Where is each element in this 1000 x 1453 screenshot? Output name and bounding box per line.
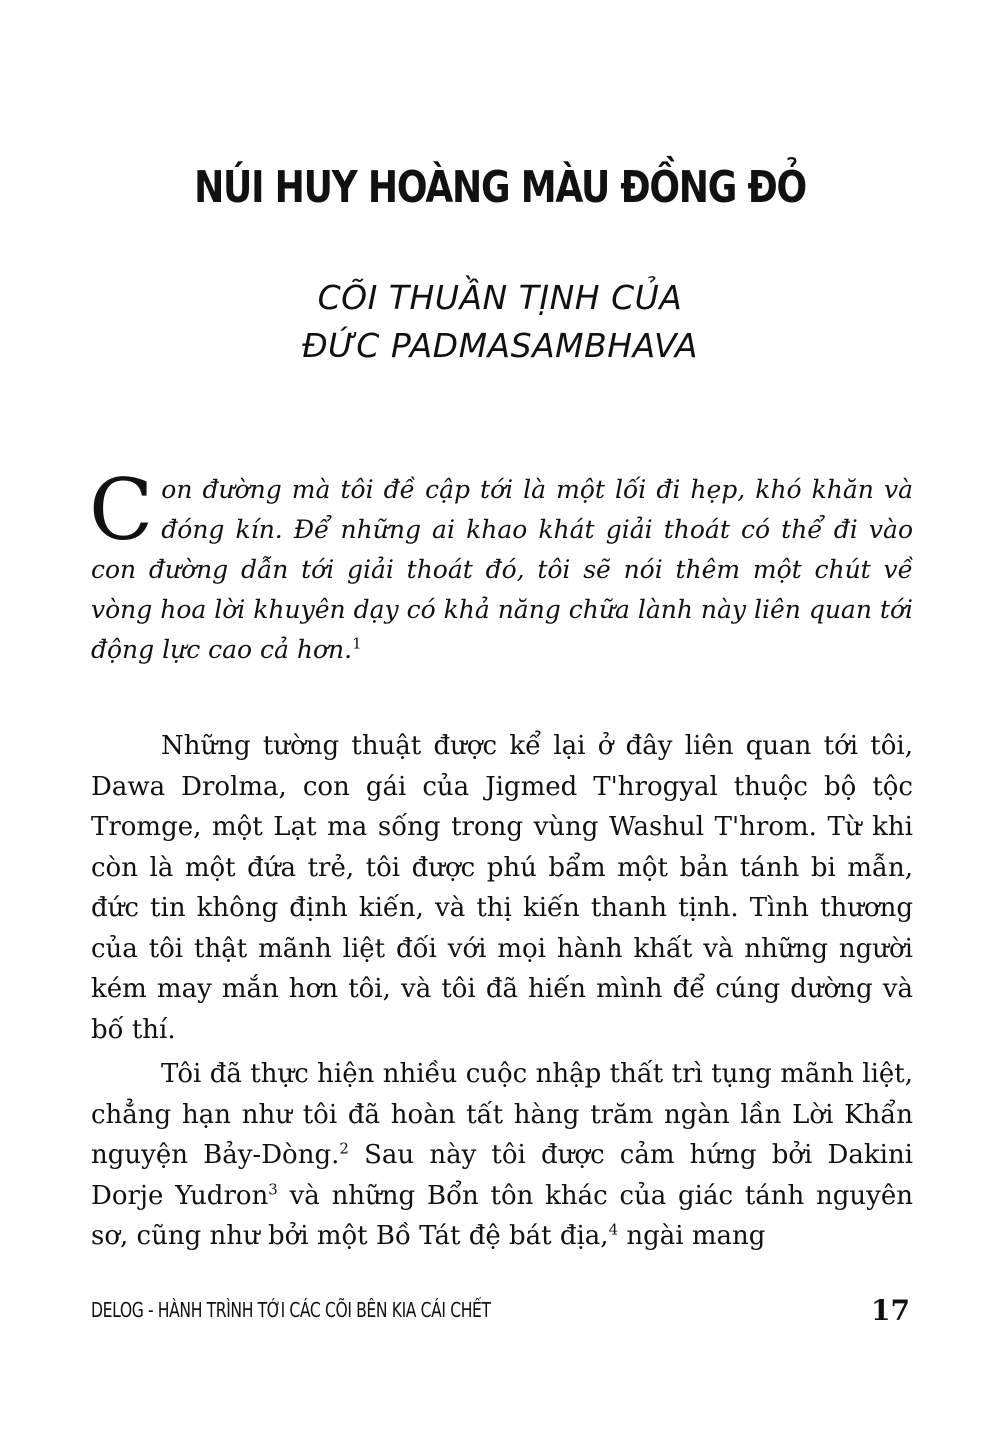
paragraph-segment: Sau này tôi được cảm hứng bởi Dakini Dorje Yudron bbox=[91, 1140, 914, 1211]
paragraph-text bbox=[91, 1054, 913, 1257]
page-number: 17 bbox=[871, 1294, 910, 1327]
drop-cap: C bbox=[89, 461, 154, 559]
paragraph-segment: Tôi đã thực hiện nhiều cuộc nhập thất trì tụng mãnh liệt, chẳng hạn như tôi đã hoàn tất hàng trăm ngàn lần Lời Khẩn nguyện Bảy-Dòng. bbox=[91, 1059, 913, 1170]
paragraph-segment: ngài mang bbox=[618, 1221, 766, 1251]
intro-paragraph bbox=[89, 461, 913, 670]
footnote-marker-2: 2 bbox=[339, 1139, 349, 1158]
paragraph-segment: và những Bổn tôn khác của giác tánh nguyên sơ, cũng như bởi một Bồ Tát đệ bát địa, bbox=[91, 1180, 913, 1251]
body-paragraph-2 bbox=[91, 1054, 913, 1257]
chapter-title: NÚI HUY HOÀNG MÀU ĐỒNG ĐỎ bbox=[194, 162, 806, 213]
footnote-marker-1: 1 bbox=[352, 634, 362, 653]
chapter-subtitle-line-2: ĐỨC PADMASAMBHAVA bbox=[302, 326, 698, 365]
paragraph-text: Những tường thuật được kể lại ở đây liên quan tới tôi, Dawa Drolma, con gái của Jigmed T'hrogyal thuộc bộ tộc Tromge, một Lạt ma sống trong vùng Washul T'hrom. Từ khi còn là một đứa trẻ, tôi được phú bẩm một bản tánh bi mẫn, đức tin không định kiến, và thị kiến thanh tịnh. Tình thương của tôi thật mãnh liệt đối với mọi hành khất và những người kém may mắn hơn tôi, và tôi đã hiến mình để cúng dường và bố thí. bbox=[91, 731, 913, 1045]
intro-text: on đường mà tôi đề cập tới là một lối đi hẹp, khó khăn và đóng kín. Để những ai khao khát giải thoát có thể đi vào con đường dẫn tới giải thoát đó, tôi sẽ nói thêm một chút về vòng hoa lời khuyên dạy có khả năng chữa lành này liên quan tới động lực cao cả hơn. bbox=[91, 475, 913, 664]
chapter-subtitle-line-1: CÕI THUẦN TỊNH CỦA bbox=[317, 278, 683, 317]
body-paragraph-1 bbox=[91, 726, 913, 1050]
footnote-marker-4: 4 bbox=[608, 1220, 619, 1239]
footnote-marker-3: 3 bbox=[268, 1179, 278, 1198]
running-footer-title: DELOG - HÀNH TRÌNH TỚI CÁC CÕI BÊN KIA CÁI CHẾT bbox=[91, 1298, 491, 1322]
